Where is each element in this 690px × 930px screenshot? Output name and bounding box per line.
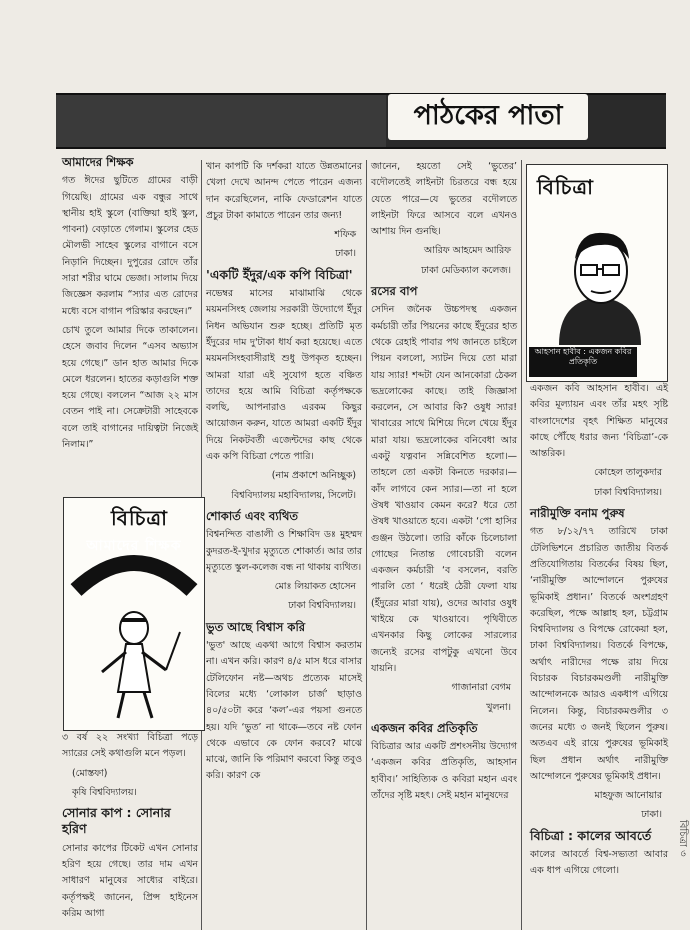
teacher-cartoon-illustration [68,532,200,726]
letter-heading: রসের বাপ [371,284,418,299]
letter-heading: শোকার্ত এবং ব্যথিত [206,508,299,523]
column-1-lower [62,730,198,925]
letter-body: জানেন, হয়তো সেই ‘ভুতের’ বদৌলতেই লাইনটা চিরতরে বন্ধ হয়ে যেতে পারে—যে ভুতের বদৌলতে লাইনটা ফিরে আসবে বলে এখনও আশায় দিন গুনছি। [371,161,517,238]
column-1 [62,150,198,456]
letter-signature-affiliation: বিশ্ববিদ্যালয় মহাবিদ্যালয়, সিলেট। [231,489,356,501]
letter-heading: 'একটি ইঁদুর/এক কপি বিচিত্রা' [206,266,353,282]
cover-headline: আমাদের শিক্ষক [86,538,182,554]
letter-body: গত ৮/১২/৭৭ তারিখে ঢাকা টেলিভিশনে প্রচারিত জাতীয় বিতর্ক প্রতিযোগিতায় বিতর্কের বিষয় ছিল, ‘নারীমুক্তি আন্দোলনে পুরুষের ভূমিকাই প্রধান।’ বিতর্কে অংশগ্রহণ করেছিল, পক্ষে আল্লাহ হল, চট্টগ্রাম বিশ্ববিদ্যালয় ও বিপক্ষে রোকেয়া হল, ঢাকা বিশ্ববিদ্যালয়। বিতর্কে বিপক্ষে, অর্থাৎ নারীদের পক্ষে রায় দিয়ে বিচারক বিচারকমণ্ডলী নারীমুক্তি আন্দোলনকে আরও একধাপ এগিয়ে নিলেন। কিন্তু, বিচারকমণ্ডলীর ৩ জনের মধ্যে ৩ জনই ছিলেন পুরুষ। অতএব এই রায়ে পুরুষের ভূমিকাই ছিল প্রধান অর্থাৎ নারীমুক্তি আন্দোলনে পুরুষের ভূমিকাই প্রধান। [530,526,668,782]
letter-signature-affiliation: কৃষি বিশ্ববিদ্যালয়। [72,786,137,798]
letter-signature-affiliation: ঢাকা বিশ্ববিদ্যালয়। [594,486,662,498]
letter-signature-affiliation: ঢাকা মেডিক্যাল কলেজ। [421,264,511,276]
letter-signature: শফিক [334,229,356,241]
letter-body: ৩ বর্ষ ২২ সংখ্যা বিচিত্রা পড়ে স্যারের সেই কথাগুলি মনে পড়ল। [62,732,198,760]
letter-body: একজন কবি আহসান হাবীব। এই কবির মূল্যায়ন এবং তাঁর মহৎ সৃষ্টি বাংলাদেশের বৃহৎ শিক্ষিত মানুষের কাছে পৌঁছে ধরার জন্য ‘বিচিত্রা’-কে আন্তরিক। [530,383,668,460]
letter-signature: মাহফুজ আনোয়ার [594,790,662,802]
letter-body: খান কাপটি কি দর্শকরা যাতে উন্নতমানের খেলা দেখে আনন্দ পেতে পারেন এজন্য দান করেছিলেন, নাকি ফেডারেশন যাতে প্রচুর টাকা কামাতে পারেন তার জন্য! [206,161,362,221]
column-4 [530,381,668,883]
letter-heading: একজন কবির প্রতিকৃতি [371,720,478,735]
portrait-caption: আহসান হাবীব : একজন কবির প্রতিকৃতি [529,347,637,377]
letter-body: গত ঈদের ছুটিতে গ্রামের বাড়ী গিয়েছি। গ্রামের এক বন্ধুর সাথে স্থানীয় হাই স্কুলে (বাক্তিয়া হাই স্কুল, পাবনা) বেড়াতে গেলাম। স্কুলের হেড মৌলভী সাহেব স্কুলের বাগানে বসে নিড়ানি দিচ্ছেন। দুপুরের রোদে তাঁর সারা শরীর ঘামে ভেজা। সালাম দিয়ে জিজ্ঞেস করলাম “স্যার এত রোদের মধ্যে বসে বাগান পরিস্কার করছেন।” [62,175,198,317]
letter-signature-affiliation: খুলনা। [486,701,511,713]
letter-signature: কোহেল তালুকদার [594,467,662,479]
magazine-masthead: বিচিত্রা [537,175,594,199]
letter-body: সোনার কাপের টিকেট এখন সোনার হরিণ হয়ে গেছে। তার দাম এখন সাধারণ মানুষের সাধ্যের বাইরে। কর্তৃপক্ষই জানেন, প্রিন্স হাইনেস করিম আগা [62,842,198,919]
letter-body: নভেম্বর মাসের মাঝামাঝি থেকে ময়মনসিংহ জেলায় সরকারী উদ্যোগে ইঁদুর নিধন অভিযান শুরু হচ্ছে। প্রতিটি মৃত ইঁদুরের দাম দু'টাকা ধার্য করা হয়েছে। এতে ময়মনসিংহবাসীরাই শুধু উপকৃত হচ্ছেন। আমরা যারা এই সুযোগ হতে বঞ্চিত তাদের হয়ে আমি বিচিত্রা কর্তৃপক্ষকে বলছি, আপনারাও এরকম কিছুর আয়োজন করুন, যাতে আমরা একটি ইঁদুর দিয়ে নিকটবর্তী এজেন্টদের কাছ থেকে এক কপি বিচিত্রা পেতে পারি। [206,288,362,463]
letter-signature: (নাম প্রকাশে অনিচ্ছুক) [271,470,356,482]
letter-heading: আমাদের শিক্ষক [62,155,134,169]
letter-body: চোখ তুলে আমার দিকে তাকালেন। হেসে জবাব দিলেন “এসব অভ্যাস হয়ে গেছে।” ডান হাত আমার দিকে মেলে ধরলেন। হাতের কড়াগুলি শক্ত হয়ে গেছে। বললেন “আজ ২২ মাস বেতন পাই না। সেক্রেটারী সাহেবকে বলে তাই বাগানের দায়িত্বটা নিজেই নিলাম।” [62,324,198,451]
letter-signature-affiliation: ঢাকা। [641,809,662,821]
letter-heading: ভুত আছে বিশ্বাস করি [206,619,306,634]
letter-body: সেদিন জনৈক উচ্চপদস্থ একজন কর্মচারী তাঁর পিয়নের কাছে ইঁদুরের হাত থেকে রেহাই পাবার পথ জানতে চাইলে পিয়ন বললো, স্যাটন দিয়ে তো মারা যায় স্যার! শব্দটা যেন আনকোরা ঠেকল ভদ্রলোকের কাছে। তাই জিজ্ঞাসা করলেন, সে আবার কি? ওষুধ স্যার! খাবারের সাথে মিশিয়ে দিলে খেয়ে ইঁদুর মারা যায়। ভদ্রলোকের বনিবেধা আর একটু যত্নবান সন্নিবেশিত হলো।—তাহলে তো একটা কিনতে দরকার।—কাঁদ লাগবে কেন স্যার।—তা না হলে ঔষধ খাওয়াব কেমন করে? ধরে তো ঔষধ খাওয়াতে হবে। একটা ‘পো হাসির গুঞ্জন উঠলো। তারি কাঁকে চিলেচালা গোছের নিতান্ত গোবেচারী বলেন একজন কর্মচারী ‘ব বসলেন, বরতি পারলি তো ‘ ধরেই ঠেরী ফেলা যায় (ইঁদুরের মারা যায়), ওদের আবার ওষুধ খাইয়ে কে খাওয়াবে। পৃথিবীতে এখনকার কিছু লোকের সারল্যের জন্যেই রসের বাপটুকু এখনো উবে যায়নি। [371,304,517,674]
letter-signature: গাজানারা বেগম [451,682,511,694]
letter-signature: আরিফ আহমেদ আরিফ [424,245,511,257]
column-2 [206,159,362,788]
letter-signature: (মোস্তফা) [72,767,108,779]
letter-heading: নারীমুক্তি বনাম পুরুষ [530,506,625,521]
letter-body: বিশ্বনন্দিত বাঙালী ও শিক্ষাবিদ ডঃ মুহম্মদ কুদরত-ই-খুদার মৃত্যুতে শোকার্ত। আর তার মৃত্যুতে স্কুল-কলেজ বন্ধ না থাকায় ব্যথিত। [206,529,362,573]
letter-body: 'ভুত' আছে একথা আগে বিশ্বাস করতাম না। এখন করি। কারণ ৪/৫ মাস ধরে বাসার টেলিফোন নষ্ট—অথচ প্রত্যেক মাসেই বিলের মধ্যে ‘লোকাল চার্জ’ ছাড়াও ৪০/৫০টা করে ‘কল’-এর পয়সা গুনতে হয়। যদি ‘ভুত’ না থাকে—তবে নষ্ট ফোন থেকে এভাবে কে ফোন করবে? মাঝে মাঝে, জানি কি পরিমাণ করবো কিন্তু তবুও করি। কারণ কে [206,640,362,782]
poet-portrait-photo [529,205,665,345]
letter-heading: বিচিত্রা : কালের আবর্তে [530,827,652,843]
letter-body: কালের আবর্তে বিশ্ব-সভ্যতা আবার এক ধাপ এগিয়ে গেলো। [530,849,668,877]
magazine-cover-image [63,497,205,731]
letter-body: বিচিত্রার আর একটি প্রশংসনীয় উদ্যোগ ‘একজন কবির প্রতিকৃতি, আহসান হাবীব।’ সাহিত্যিক ও কবিরা মহান এবং তাঁদের সৃষ্টি মহৎ। সেই মহান মানুষদের [371,741,517,801]
letter-signature-affiliation: ঢাকা বিশ্ববিদ্যালয়। [288,600,356,612]
magazine-masthead: বিচিত্রা [111,506,168,530]
letter-signature: মোঃ লিয়াকত হোসেন [274,581,356,593]
column-3 [371,159,517,807]
letter-heading: সোনার কাপ : সোনার হরিণ [62,805,171,837]
section-title: পাঠকের পাতা [388,94,588,140]
column-divider [521,160,522,930]
letter-signature-affiliation: ঢাকা। [335,248,356,260]
page-number: বিচিত্রা ৩ [677,820,688,857]
column-divider [366,160,367,930]
